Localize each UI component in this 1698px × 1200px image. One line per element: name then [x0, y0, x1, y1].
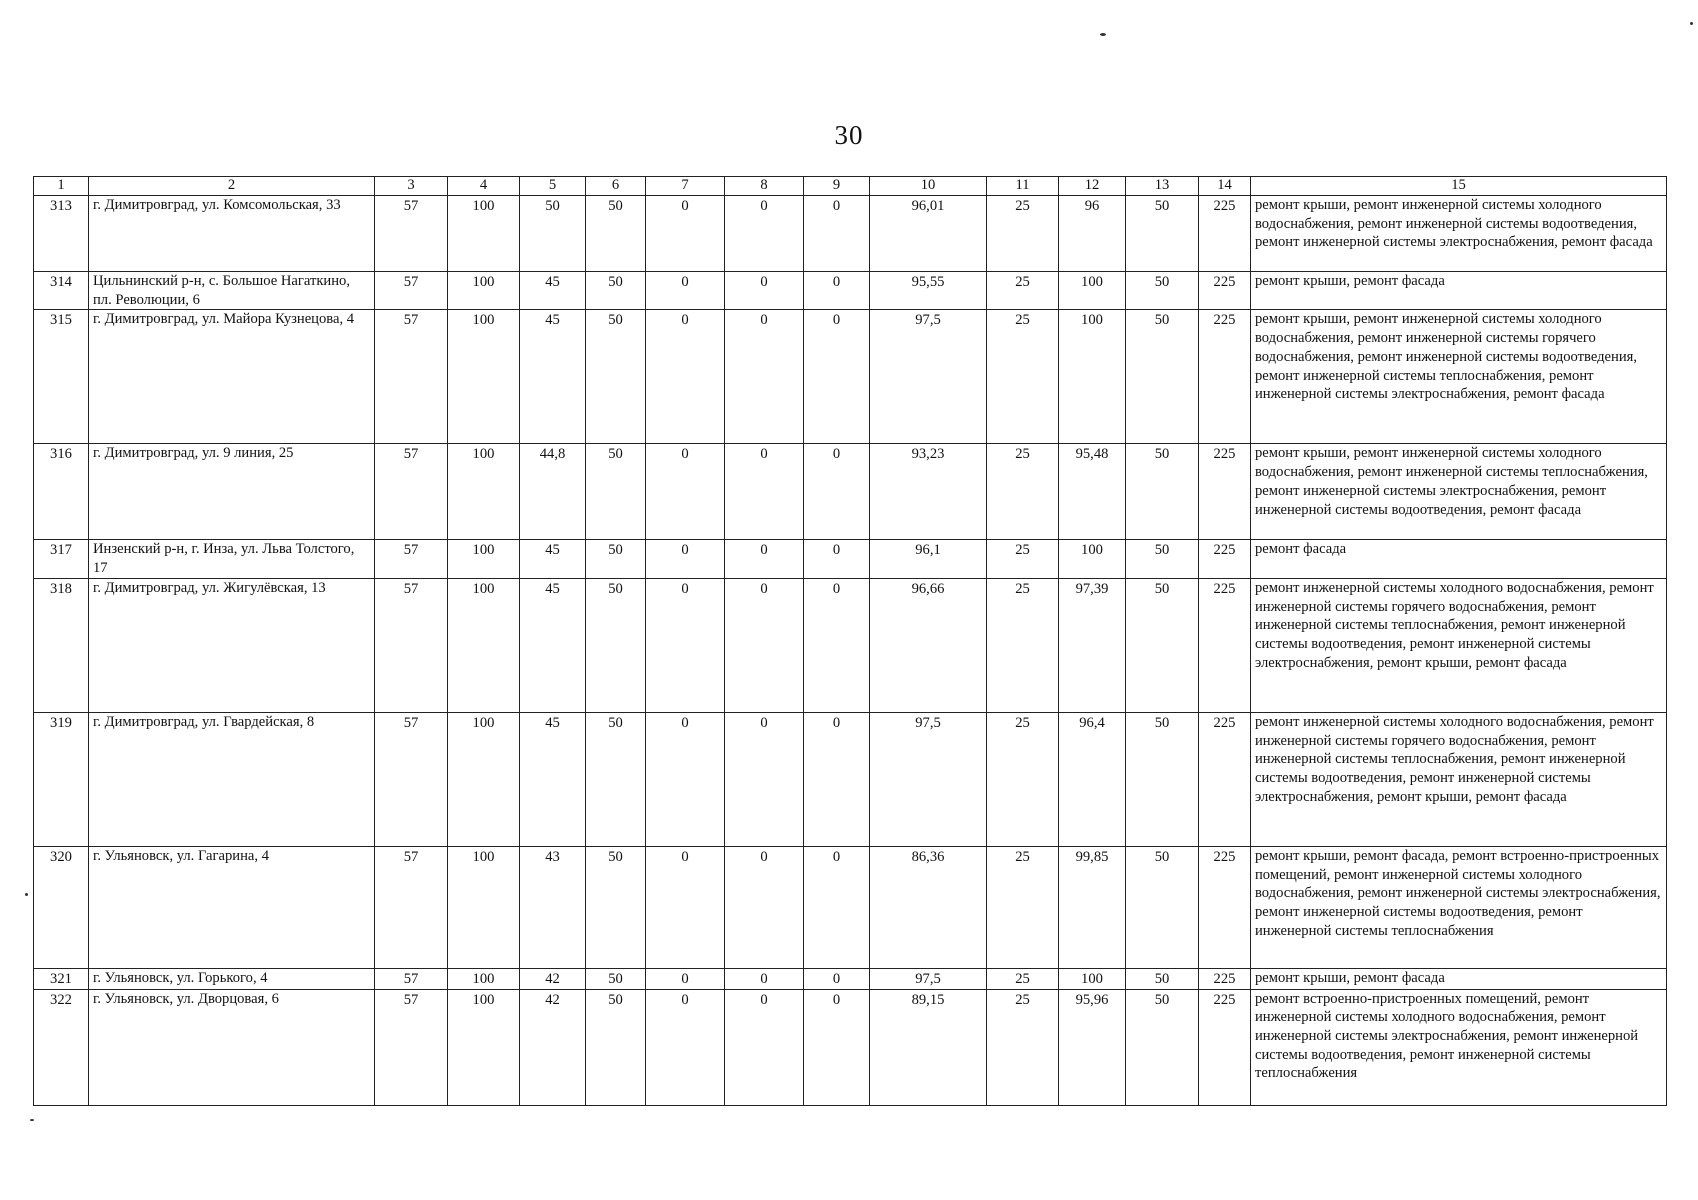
value-cell-c11: 25 — [987, 444, 1059, 540]
value-cell-c13: 50 — [1126, 846, 1199, 968]
value-cell-c13: 50 — [1126, 196, 1199, 272]
value-cell-c9: 0 — [804, 310, 870, 444]
value-cell-c11: 25 — [987, 540, 1059, 578]
table-row — [34, 196, 1667, 272]
value-cell-c9: 0 — [804, 444, 870, 540]
value-cell-c7: 0 — [646, 846, 725, 968]
header-row — [34, 177, 1667, 196]
value-cell-c7: 0 — [646, 578, 725, 712]
works-cell: ремонт крыши, ремонт инженерной системы холодного водоснабжения, ремонт инженерной системы водоотведения, ремонт инженерной системы электроснабжения, ремонт фасада — [1251, 196, 1667, 272]
value-cell-c10: 93,23 — [870, 444, 987, 540]
value-cell-c5: 45 — [520, 310, 586, 444]
value-cell-c5: 42 — [520, 989, 586, 1105]
value-cell-c3: 57 — [375, 196, 448, 272]
header-cell: 15 — [1251, 177, 1667, 196]
header-cell: 14 — [1199, 177, 1251, 196]
works-cell: ремонт фасада — [1251, 540, 1667, 578]
value-cell-c6: 50 — [586, 310, 646, 444]
value-cell-c4: 100 — [448, 712, 520, 846]
value-cell-c11: 25 — [987, 712, 1059, 846]
value-cell-c12: 95,48 — [1059, 444, 1126, 540]
works-cell: ремонт инженерной системы холодного водоснабжения, ремонт инженерной системы горячего водоснабжения, ремонт инженерной системы теплоснабжения, ремонт инженерной системы водоотведения, ремонт инженерной системы электроснабжения, ремонт крыши, ремонт фасада — [1251, 712, 1667, 846]
value-cell-c12: 97,39 — [1059, 578, 1126, 712]
value-cell-c5: 45 — [520, 272, 586, 310]
value-cell-c7: 0 — [646, 989, 725, 1105]
value-cell-c14: 225 — [1199, 196, 1251, 272]
value-cell-c12: 96,4 — [1059, 712, 1126, 846]
value-cell-c8: 0 — [725, 196, 804, 272]
value-cell-c4: 100 — [448, 444, 520, 540]
works-cell: ремонт крыши, ремонт фасада, ремонт встроенно-пристроенных помещений, ремонт инженерной системы холодного водоснабжения, ремонт инженерной системы электроснабжения, ремонт инженерной системы водоотведения, ремонт инженерной системы теплоснабжения — [1251, 846, 1667, 968]
scan-speck — [1690, 22, 1693, 25]
table-row — [34, 712, 1667, 846]
address-cell: г. Димитровград, ул. Гвардейская, 8 — [89, 712, 375, 846]
value-cell-c13: 50 — [1126, 578, 1199, 712]
value-cell-c9: 0 — [804, 846, 870, 968]
value-cell-c10: 96,1 — [870, 540, 987, 578]
value-cell-c8: 0 — [725, 846, 804, 968]
value-cell-c8: 0 — [725, 989, 804, 1105]
value-cell-c7: 0 — [646, 272, 725, 310]
value-cell-c3: 57 — [375, 578, 448, 712]
header-cell: 10 — [870, 177, 987, 196]
value-cell-c7: 0 — [646, 540, 725, 578]
value-cell-c14: 225 — [1199, 444, 1251, 540]
value-cell-c11: 25 — [987, 578, 1059, 712]
row-number: 319 — [34, 712, 89, 846]
value-cell-c8: 0 — [725, 444, 804, 540]
scan-speck — [30, 1119, 34, 1121]
value-cell-c7: 0 — [646, 310, 725, 444]
value-cell-c6: 50 — [586, 444, 646, 540]
value-cell-c4: 100 — [448, 578, 520, 712]
header-cell: 2 — [89, 177, 375, 196]
value-cell-c10: 96,66 — [870, 578, 987, 712]
value-cell-c12: 100 — [1059, 272, 1126, 310]
header-cell: 3 — [375, 177, 448, 196]
value-cell-c12: 95,96 — [1059, 989, 1126, 1105]
works-cell: ремонт инженерной системы холодного водоснабжения, ремонт инженерной системы горячего водоснабжения, ремонт инженерной системы теплоснабжения, ремонт инженерной системы водоотведения, ремонт инженерной системы электроснабжения, ремонт крыши, ремонт фасада — [1251, 578, 1667, 712]
value-cell-c14: 225 — [1199, 846, 1251, 968]
header-cell: 7 — [646, 177, 725, 196]
value-cell-c5: 43 — [520, 846, 586, 968]
header-cell: 13 — [1126, 177, 1199, 196]
value-cell-c3: 57 — [375, 444, 448, 540]
address-cell: Цильнинский р-н, с. Большое Нагаткино, пл. Революции, 6 — [89, 272, 375, 310]
value-cell-c4: 100 — [448, 310, 520, 444]
value-cell-c5: 44,8 — [520, 444, 586, 540]
table-row — [34, 272, 1667, 310]
value-cell-c8: 0 — [725, 540, 804, 578]
value-cell-c4: 100 — [448, 989, 520, 1105]
header-cell: 1 — [34, 177, 89, 196]
value-cell-c10: 97,5 — [870, 968, 987, 989]
address-cell: Инзенский р-н, г. Инза, ул. Льва Толстого, 17 — [89, 540, 375, 578]
value-cell-c11: 25 — [987, 989, 1059, 1105]
row-number: 315 — [34, 310, 89, 444]
address-cell: г. Димитровград, ул. Жигулёвская, 13 — [89, 578, 375, 712]
works-cell: ремонт крыши, ремонт фасада — [1251, 968, 1667, 989]
value-cell-c14: 225 — [1199, 272, 1251, 310]
value-cell-c13: 50 — [1126, 540, 1199, 578]
value-cell-c3: 57 — [375, 968, 448, 989]
value-cell-c5: 45 — [520, 712, 586, 846]
value-cell-c3: 57 — [375, 272, 448, 310]
value-cell-c9: 0 — [804, 196, 870, 272]
value-cell-c10: 95,55 — [870, 272, 987, 310]
value-cell-c9: 0 — [804, 712, 870, 846]
value-cell-c14: 225 — [1199, 578, 1251, 712]
value-cell-c10: 97,5 — [870, 310, 987, 444]
value-cell-c6: 50 — [586, 196, 646, 272]
row-number: 314 — [34, 272, 89, 310]
value-cell-c8: 0 — [725, 310, 804, 444]
header-cell: 11 — [987, 177, 1059, 196]
value-cell-c9: 0 — [804, 540, 870, 578]
value-cell-c14: 225 — [1199, 989, 1251, 1105]
row-number: 313 — [34, 196, 89, 272]
value-cell-c4: 100 — [448, 846, 520, 968]
value-cell-c3: 57 — [375, 712, 448, 846]
value-cell-c9: 0 — [804, 272, 870, 310]
value-cell-c14: 225 — [1199, 712, 1251, 846]
value-cell-c6: 50 — [586, 989, 646, 1105]
value-cell-c7: 0 — [646, 712, 725, 846]
value-cell-c10: 86,36 — [870, 846, 987, 968]
value-cell-c3: 57 — [375, 540, 448, 578]
header-cell: 9 — [804, 177, 870, 196]
value-cell-c14: 225 — [1199, 540, 1251, 578]
table-row — [34, 968, 1667, 989]
value-cell-c8: 0 — [725, 968, 804, 989]
address-cell: г. Димитровград, ул. Майора Кузнецова, 4 — [89, 310, 375, 444]
value-cell-c12: 96 — [1059, 196, 1126, 272]
value-cell-c13: 50 — [1126, 272, 1199, 310]
row-number: 316 — [34, 444, 89, 540]
value-cell-c11: 25 — [987, 968, 1059, 989]
address-cell: г. Димитровград, ул. 9 линия, 25 — [89, 444, 375, 540]
value-cell-c6: 50 — [586, 846, 646, 968]
address-cell: г. Ульяновск, ул. Горького, 4 — [89, 968, 375, 989]
value-cell-c11: 25 — [987, 846, 1059, 968]
table-row — [34, 989, 1667, 1105]
value-cell-c12: 99,85 — [1059, 846, 1126, 968]
table-body — [34, 196, 1667, 1106]
value-cell-c6: 50 — [586, 712, 646, 846]
repair-table — [33, 176, 1667, 1106]
scan-speck — [1100, 33, 1106, 36]
value-cell-c5: 50 — [520, 196, 586, 272]
value-cell-c12: 100 — [1059, 968, 1126, 989]
works-cell: ремонт крыши, ремонт инженерной системы холодного водоснабжения, ремонт инженерной системы теплоснабжения, ремонт инженерной системы электроснабжения, ремонт инженерной системы водоотведения, ремонт фасада — [1251, 444, 1667, 540]
value-cell-c6: 50 — [586, 578, 646, 712]
value-cell-c5: 45 — [520, 540, 586, 578]
value-cell-c13: 50 — [1126, 310, 1199, 444]
value-cell-c8: 0 — [725, 578, 804, 712]
value-cell-c13: 50 — [1126, 712, 1199, 846]
value-cell-c6: 50 — [586, 540, 646, 578]
value-cell-c3: 57 — [375, 989, 448, 1105]
value-cell-c10: 97,5 — [870, 712, 987, 846]
row-number: 322 — [34, 989, 89, 1105]
header-cell: 6 — [586, 177, 646, 196]
header-cell: 12 — [1059, 177, 1126, 196]
header-cell: 8 — [725, 177, 804, 196]
value-cell-c5: 42 — [520, 968, 586, 989]
table-row — [34, 444, 1667, 540]
value-cell-c12: 100 — [1059, 310, 1126, 444]
value-cell-c11: 25 — [987, 196, 1059, 272]
value-cell-c9: 0 — [804, 968, 870, 989]
value-cell-c13: 50 — [1126, 444, 1199, 540]
value-cell-c6: 50 — [586, 968, 646, 989]
value-cell-c9: 0 — [804, 989, 870, 1105]
page-number: 30 — [834, 120, 864, 150]
header-cell: 5 — [520, 177, 586, 196]
value-cell-c12: 100 — [1059, 540, 1126, 578]
table-row — [34, 846, 1667, 968]
value-cell-c14: 225 — [1199, 968, 1251, 989]
value-cell-c13: 50 — [1126, 989, 1199, 1105]
value-cell-c13: 50 — [1126, 968, 1199, 989]
value-cell-c14: 225 — [1199, 310, 1251, 444]
works-cell: ремонт крыши, ремонт инженерной системы холодного водоснабжения, ремонт инженерной системы горячего водоснабжения, ремонт инженерной системы водоотведения, ремонт инженерной системы теплоснабжения, ремонт инженерной системы электроснабжения, ремонт фасада — [1251, 310, 1667, 444]
value-cell-c10: 96,01 — [870, 196, 987, 272]
table-row — [34, 310, 1667, 444]
row-number: 320 — [34, 846, 89, 968]
row-number: 321 — [34, 968, 89, 989]
value-cell-c3: 57 — [375, 846, 448, 968]
value-cell-c7: 0 — [646, 968, 725, 989]
address-cell: г. Ульяновск, ул. Гагарина, 4 — [89, 846, 375, 968]
value-cell-c11: 25 — [987, 310, 1059, 444]
value-cell-c7: 0 — [646, 444, 725, 540]
value-cell-c6: 50 — [586, 272, 646, 310]
works-cell: ремонт крыши, ремонт фасада — [1251, 272, 1667, 310]
value-cell-c8: 0 — [725, 712, 804, 846]
address-cell: г. Ульяновск, ул. Дворцовая, 6 — [89, 989, 375, 1105]
value-cell-c9: 0 — [804, 578, 870, 712]
value-cell-c7: 0 — [646, 196, 725, 272]
works-cell: ремонт встроенно-пристроенных помещений, ремонт инженерной системы холодного водоснабжения, ремонт инженерной системы электроснабжения, ремонт инженерной системы водоотведения, ремонт инженерной системы теплоснабжения — [1251, 989, 1667, 1105]
value-cell-c10: 89,15 — [870, 989, 987, 1105]
value-cell-c3: 57 — [375, 310, 448, 444]
table-header — [34, 177, 1667, 196]
scan-speck — [25, 893, 28, 896]
value-cell-c4: 100 — [448, 968, 520, 989]
value-cell-c4: 100 — [448, 196, 520, 272]
row-number: 318 — [34, 578, 89, 712]
value-cell-c11: 25 — [987, 272, 1059, 310]
value-cell-c4: 100 — [448, 272, 520, 310]
value-cell-c4: 100 — [448, 540, 520, 578]
address-cell: г. Димитровград, ул. Комсомольская, 33 — [89, 196, 375, 272]
table-row — [34, 578, 1667, 712]
row-number: 317 — [34, 540, 89, 578]
header-cell: 4 — [448, 177, 520, 196]
table-row — [34, 540, 1667, 578]
value-cell-c5: 45 — [520, 578, 586, 712]
value-cell-c8: 0 — [725, 272, 804, 310]
